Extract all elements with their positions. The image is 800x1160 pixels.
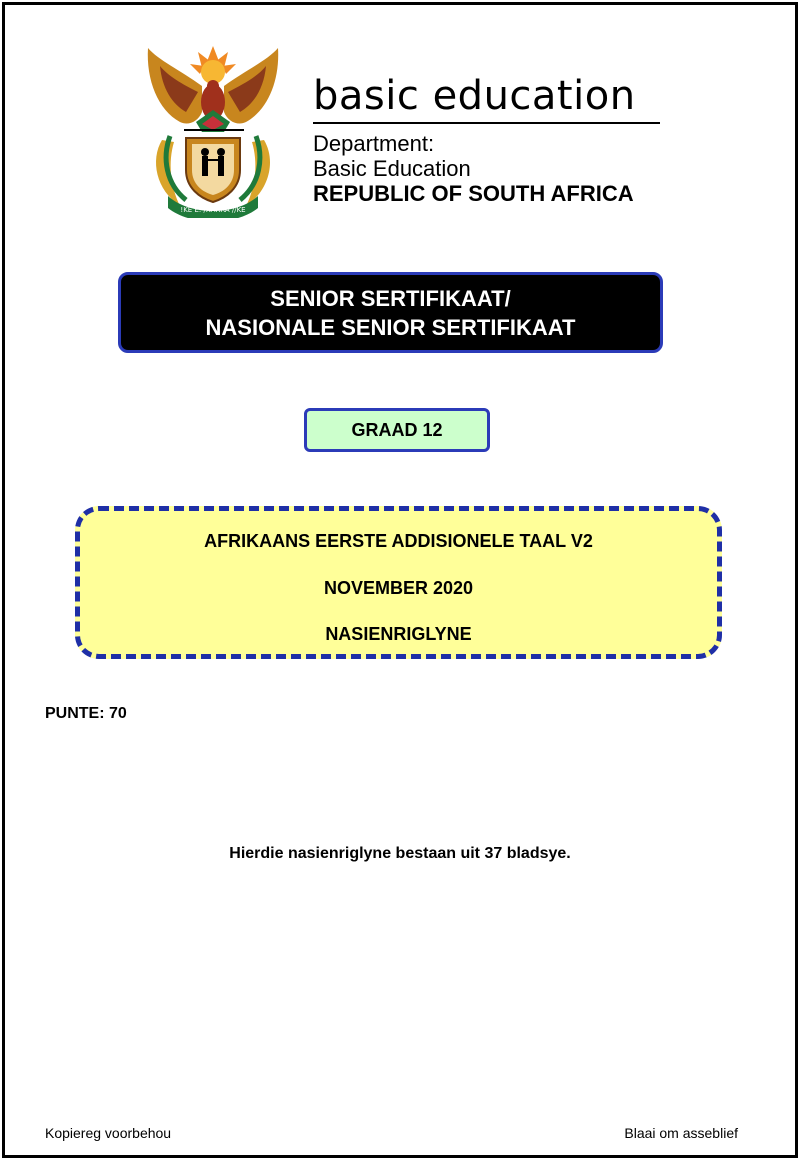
footer-copyright: Kopiereg voorbehou (45, 1125, 172, 1141)
brand-block (313, 72, 663, 207)
footer-turn-page: Blaai om asseblief (624, 1125, 738, 1141)
certificate-line1: SENIOR SERTIFIKAAT/ (270, 285, 511, 311)
exam-session: NOVEMBER 2020 (323, 578, 474, 598)
department-name: Basic Education (313, 156, 471, 181)
sun-icon (190, 46, 236, 84)
certificate-line2: NASIONALE SENIOR SERTIFIKAAT (205, 314, 576, 340)
coat-of-arms-logo (140, 40, 286, 218)
department-label: Department: (313, 131, 435, 156)
document-type: NASIENRIGLYNE (325, 624, 472, 644)
subject-panel (75, 506, 722, 659)
country-name: REPUBLIC OF SOUTH AFRICA (313, 181, 634, 206)
certificate-banner (118, 272, 663, 353)
motto-text: !KE E: /XARRA //KE (180, 206, 246, 214)
page-count-note: Hierdie nasienriglyne bestaan uit 37 bladsye. (229, 845, 571, 862)
total-marks: PUNTE: 70 (45, 705, 127, 722)
grade-badge: GRAAD 12 (304, 408, 490, 452)
subject-paper: AFRIKAANS EERSTE ADDISIONELE TAAL V2 (204, 531, 593, 551)
brand-title: basic education (313, 72, 660, 124)
